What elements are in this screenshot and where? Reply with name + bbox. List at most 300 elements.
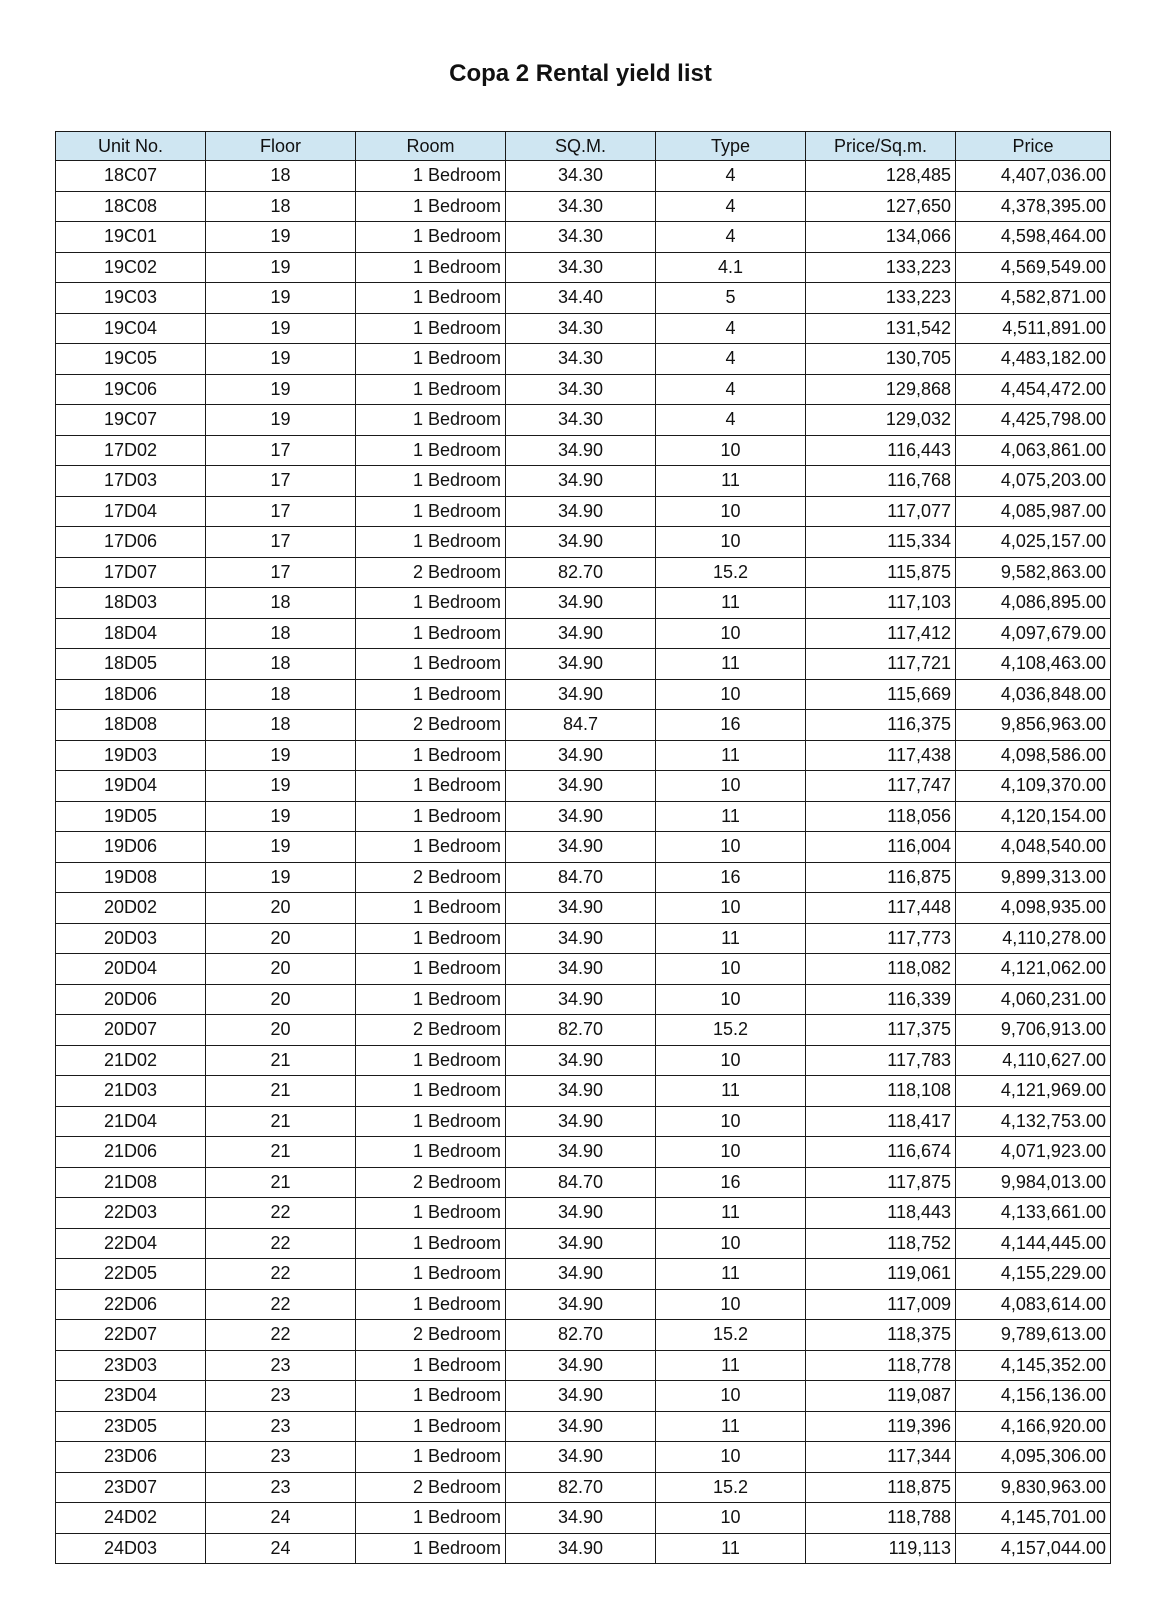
cell-unit-no: 18D04	[56, 618, 206, 649]
cell-type: 4	[656, 344, 806, 375]
cell-price: 4,098,586.00	[956, 740, 1111, 771]
cell-sqm: 82.70	[506, 557, 656, 588]
table-row	[56, 862, 1111, 893]
table-row	[56, 832, 1111, 863]
cell-sqm: 34.90	[506, 679, 656, 710]
cell-room: 1 Bedroom	[356, 1289, 506, 1320]
table-row	[56, 618, 1111, 649]
cell-price: 4,483,182.00	[956, 344, 1111, 375]
cell-room: 1 Bedroom	[356, 283, 506, 314]
cell-type: 10	[656, 618, 806, 649]
cell-unit-no: 21D02	[56, 1045, 206, 1076]
cell-unit-no: 19C05	[56, 344, 206, 375]
table-row	[56, 1259, 1111, 1290]
cell-sqm: 34.90	[506, 740, 656, 771]
cell-type: 10	[656, 1442, 806, 1473]
cell-sqm: 34.90	[506, 1045, 656, 1076]
cell-sqm: 84.7	[506, 710, 656, 741]
cell-type: 10	[656, 1503, 806, 1534]
cell-floor: 21	[206, 1045, 356, 1076]
cell-room: 1 Bedroom	[356, 466, 506, 497]
cell-price-per-sqm: 117,412	[806, 618, 956, 649]
table-row	[56, 283, 1111, 314]
cell-unit-no: 18C07	[56, 161, 206, 192]
cell-price: 4,110,627.00	[956, 1045, 1111, 1076]
cell-floor: 21	[206, 1106, 356, 1137]
table-row	[56, 923, 1111, 954]
cell-price: 4,157,044.00	[956, 1533, 1111, 1564]
cell-room: 2 Bedroom	[356, 557, 506, 588]
cell-unit-no: 20D03	[56, 923, 206, 954]
cell-floor: 19	[206, 801, 356, 832]
cell-unit-no: 20D02	[56, 893, 206, 924]
cell-floor: 18	[206, 161, 356, 192]
header-unit-no: Unit No.	[56, 132, 206, 161]
cell-unit-no: 18D05	[56, 649, 206, 680]
cell-floor: 17	[206, 466, 356, 497]
table-row	[56, 1045, 1111, 1076]
table-row	[56, 954, 1111, 985]
cell-price-per-sqm: 116,375	[806, 710, 956, 741]
table-row	[56, 1076, 1111, 1107]
cell-unit-no: 17D02	[56, 435, 206, 466]
cell-unit-no: 18D03	[56, 588, 206, 619]
cell-unit-no: 24D02	[56, 1503, 206, 1534]
cell-floor: 24	[206, 1503, 356, 1534]
cell-floor: 18	[206, 710, 356, 741]
cell-price: 4,085,987.00	[956, 496, 1111, 527]
table-row	[56, 1472, 1111, 1503]
cell-room: 1 Bedroom	[356, 1381, 506, 1412]
table-row	[56, 161, 1111, 192]
cell-unit-no: 24D03	[56, 1533, 206, 1564]
table-row	[56, 1198, 1111, 1229]
table-row	[56, 252, 1111, 283]
cell-type: 11	[656, 1411, 806, 1442]
cell-unit-no: 19D04	[56, 771, 206, 802]
cell-sqm: 82.70	[506, 1472, 656, 1503]
table-row	[56, 557, 1111, 588]
table-row	[56, 984, 1111, 1015]
cell-sqm: 34.90	[506, 1411, 656, 1442]
cell-sqm: 34.90	[506, 496, 656, 527]
cell-type: 10	[656, 1045, 806, 1076]
cell-type: 11	[656, 1198, 806, 1229]
cell-price-per-sqm: 117,103	[806, 588, 956, 619]
cell-sqm: 34.90	[506, 466, 656, 497]
cell-type: 11	[656, 740, 806, 771]
cell-type: 10	[656, 771, 806, 802]
cell-price: 4,121,969.00	[956, 1076, 1111, 1107]
cell-floor: 19	[206, 862, 356, 893]
cell-sqm: 34.90	[506, 1350, 656, 1381]
cell-unit-no: 19C03	[56, 283, 206, 314]
cell-floor: 22	[206, 1289, 356, 1320]
cell-type: 10	[656, 1289, 806, 1320]
cell-sqm: 34.90	[506, 527, 656, 558]
cell-price: 4,095,306.00	[956, 1442, 1111, 1473]
cell-type: 11	[656, 1533, 806, 1564]
cell-type: 10	[656, 893, 806, 924]
cell-unit-no: 17D04	[56, 496, 206, 527]
cell-type: 10	[656, 496, 806, 527]
cell-price: 9,899,313.00	[956, 862, 1111, 893]
cell-unit-no: 18D08	[56, 710, 206, 741]
cell-unit-no: 18D06	[56, 679, 206, 710]
cell-unit-no: 17D06	[56, 527, 206, 558]
cell-sqm: 34.30	[506, 252, 656, 283]
cell-price-per-sqm: 117,375	[806, 1015, 956, 1046]
cell-sqm: 34.90	[506, 984, 656, 1015]
cell-price-per-sqm: 118,108	[806, 1076, 956, 1107]
cell-price: 4,155,229.00	[956, 1259, 1111, 1290]
table-row	[56, 1381, 1111, 1412]
table-row	[56, 374, 1111, 405]
rental-yield-table	[55, 131, 1111, 1564]
cell-floor: 20	[206, 893, 356, 924]
cell-price-per-sqm: 115,669	[806, 679, 956, 710]
table-row	[56, 771, 1111, 802]
cell-type: 10	[656, 984, 806, 1015]
cell-price: 4,569,549.00	[956, 252, 1111, 283]
cell-type: 15.2	[656, 557, 806, 588]
cell-floor: 19	[206, 313, 356, 344]
table-row	[56, 1411, 1111, 1442]
cell-floor: 17	[206, 527, 356, 558]
cell-room: 1 Bedroom	[356, 1106, 506, 1137]
cell-floor: 18	[206, 588, 356, 619]
cell-floor: 17	[206, 557, 356, 588]
cell-floor: 19	[206, 374, 356, 405]
cell-room: 1 Bedroom	[356, 405, 506, 436]
cell-price: 4,378,395.00	[956, 191, 1111, 222]
cell-sqm: 34.90	[506, 649, 656, 680]
cell-floor: 20	[206, 954, 356, 985]
cell-price: 9,582,863.00	[956, 557, 1111, 588]
cell-price-per-sqm: 119,087	[806, 1381, 956, 1412]
cell-unit-no: 19C02	[56, 252, 206, 283]
cell-floor: 22	[206, 1320, 356, 1351]
cell-room: 2 Bedroom	[356, 710, 506, 741]
cell-price-per-sqm: 116,004	[806, 832, 956, 863]
cell-unit-no: 22D06	[56, 1289, 206, 1320]
cell-price-per-sqm: 129,032	[806, 405, 956, 436]
table-row	[56, 1503, 1111, 1534]
cell-type: 4	[656, 405, 806, 436]
cell-type: 4.1	[656, 252, 806, 283]
cell-unit-no: 19C07	[56, 405, 206, 436]
cell-type: 11	[656, 801, 806, 832]
cell-floor: 18	[206, 191, 356, 222]
cell-floor: 20	[206, 923, 356, 954]
cell-type: 4	[656, 222, 806, 253]
cell-price: 4,086,895.00	[956, 588, 1111, 619]
cell-room: 1 Bedroom	[356, 1228, 506, 1259]
cell-unit-no: 22D03	[56, 1198, 206, 1229]
cell-unit-no: 19D06	[56, 832, 206, 863]
cell-sqm: 34.90	[506, 1106, 656, 1137]
cell-sqm: 34.90	[506, 923, 656, 954]
cell-room: 1 Bedroom	[356, 1137, 506, 1168]
cell-floor: 22	[206, 1259, 356, 1290]
cell-price-per-sqm: 119,113	[806, 1533, 956, 1564]
table-header	[56, 132, 1111, 161]
cell-price: 4,025,157.00	[956, 527, 1111, 558]
table-row	[56, 313, 1111, 344]
cell-price: 4,166,920.00	[956, 1411, 1111, 1442]
cell-unit-no: 23D06	[56, 1442, 206, 1473]
cell-type: 11	[656, 1259, 806, 1290]
cell-price: 4,511,891.00	[956, 313, 1111, 344]
cell-price-per-sqm: 134,066	[806, 222, 956, 253]
cell-type: 11	[656, 1076, 806, 1107]
table-row	[56, 679, 1111, 710]
table-row	[56, 801, 1111, 832]
cell-type: 10	[656, 832, 806, 863]
cell-unit-no: 21D04	[56, 1106, 206, 1137]
table-row	[56, 588, 1111, 619]
cell-sqm: 34.30	[506, 344, 656, 375]
cell-floor: 24	[206, 1533, 356, 1564]
table-row	[56, 405, 1111, 436]
cell-price-per-sqm: 117,077	[806, 496, 956, 527]
cell-type: 15.2	[656, 1320, 806, 1351]
cell-type: 16	[656, 710, 806, 741]
cell-price-per-sqm: 118,417	[806, 1106, 956, 1137]
cell-price: 4,121,062.00	[956, 954, 1111, 985]
cell-type: 16	[656, 1167, 806, 1198]
cell-price: 4,071,923.00	[956, 1137, 1111, 1168]
cell-price: 4,110,278.00	[956, 923, 1111, 954]
cell-room: 1 Bedroom	[356, 771, 506, 802]
cell-price-per-sqm: 118,082	[806, 954, 956, 985]
cell-price-per-sqm: 117,344	[806, 1442, 956, 1473]
cell-sqm: 34.90	[506, 618, 656, 649]
cell-sqm: 34.30	[506, 405, 656, 436]
cell-price-per-sqm: 117,773	[806, 923, 956, 954]
cell-price-per-sqm: 116,674	[806, 1137, 956, 1168]
cell-price-per-sqm: 118,875	[806, 1472, 956, 1503]
cell-sqm: 82.70	[506, 1320, 656, 1351]
cell-type: 5	[656, 283, 806, 314]
cell-type: 10	[656, 527, 806, 558]
table-row	[56, 435, 1111, 466]
cell-price-per-sqm: 117,009	[806, 1289, 956, 1320]
cell-unit-no: 19D03	[56, 740, 206, 771]
cell-floor: 19	[206, 405, 356, 436]
cell-price-per-sqm: 133,223	[806, 283, 956, 314]
table-row	[56, 466, 1111, 497]
cell-type: 11	[656, 588, 806, 619]
cell-price: 9,830,963.00	[956, 1472, 1111, 1503]
cell-room: 1 Bedroom	[356, 1198, 506, 1229]
cell-room: 1 Bedroom	[356, 252, 506, 283]
cell-price: 4,060,231.00	[956, 984, 1111, 1015]
table-row	[56, 191, 1111, 222]
cell-room: 1 Bedroom	[356, 649, 506, 680]
cell-floor: 19	[206, 344, 356, 375]
cell-room: 2 Bedroom	[356, 1015, 506, 1046]
cell-sqm: 34.90	[506, 1533, 656, 1564]
cell-room: 1 Bedroom	[356, 984, 506, 1015]
cell-unit-no: 19D08	[56, 862, 206, 893]
cell-floor: 20	[206, 984, 356, 1015]
table-row	[56, 740, 1111, 771]
cell-sqm: 34.90	[506, 1198, 656, 1229]
cell-type: 10	[656, 679, 806, 710]
cell-type: 15.2	[656, 1472, 806, 1503]
cell-floor: 23	[206, 1350, 356, 1381]
cell-sqm: 34.90	[506, 832, 656, 863]
cell-sqm: 34.90	[506, 1289, 656, 1320]
table-row	[56, 1289, 1111, 1320]
cell-floor: 17	[206, 496, 356, 527]
cell-type: 10	[656, 1381, 806, 1412]
cell-price-per-sqm: 118,778	[806, 1350, 956, 1381]
table-row	[56, 1350, 1111, 1381]
cell-room: 1 Bedroom	[356, 496, 506, 527]
cell-unit-no: 21D06	[56, 1137, 206, 1168]
cell-floor: 21	[206, 1076, 356, 1107]
cell-room: 2 Bedroom	[356, 862, 506, 893]
cell-type: 11	[656, 466, 806, 497]
cell-price-per-sqm: 116,443	[806, 435, 956, 466]
cell-type: 10	[656, 1137, 806, 1168]
cell-unit-no: 20D06	[56, 984, 206, 1015]
header-price: Price	[956, 132, 1111, 161]
cell-floor: 17	[206, 435, 356, 466]
cell-sqm: 34.90	[506, 588, 656, 619]
cell-unit-no: 19C01	[56, 222, 206, 253]
cell-unit-no: 23D07	[56, 1472, 206, 1503]
cell-room: 1 Bedroom	[356, 374, 506, 405]
cell-room: 1 Bedroom	[356, 679, 506, 710]
cell-price: 9,706,913.00	[956, 1015, 1111, 1046]
cell-price-per-sqm: 116,875	[806, 862, 956, 893]
cell-price-per-sqm: 117,747	[806, 771, 956, 802]
cell-room: 2 Bedroom	[356, 1472, 506, 1503]
cell-unit-no: 22D04	[56, 1228, 206, 1259]
cell-sqm: 34.90	[506, 1381, 656, 1412]
cell-price: 4,048,540.00	[956, 832, 1111, 863]
table-row	[56, 222, 1111, 253]
cell-price-per-sqm: 116,339	[806, 984, 956, 1015]
cell-price-per-sqm: 131,542	[806, 313, 956, 344]
cell-sqm: 84.70	[506, 1167, 656, 1198]
cell-floor: 23	[206, 1472, 356, 1503]
table-row	[56, 710, 1111, 741]
cell-unit-no: 23D05	[56, 1411, 206, 1442]
cell-room: 1 Bedroom	[356, 1045, 506, 1076]
cell-price-per-sqm: 118,056	[806, 801, 956, 832]
cell-room: 1 Bedroom	[356, 832, 506, 863]
cell-type: 4	[656, 374, 806, 405]
cell-room: 1 Bedroom	[356, 527, 506, 558]
cell-price-per-sqm: 127,650	[806, 191, 956, 222]
cell-price-per-sqm: 119,396	[806, 1411, 956, 1442]
cell-type: 10	[656, 1106, 806, 1137]
cell-price-per-sqm: 116,768	[806, 466, 956, 497]
cell-sqm: 34.30	[506, 374, 656, 405]
cell-sqm: 34.90	[506, 1503, 656, 1534]
cell-floor: 22	[206, 1228, 356, 1259]
table-row	[56, 527, 1111, 558]
cell-sqm: 34.90	[506, 1228, 656, 1259]
table-row	[56, 1167, 1111, 1198]
cell-room: 1 Bedroom	[356, 344, 506, 375]
cell-floor: 23	[206, 1442, 356, 1473]
cell-price: 9,789,613.00	[956, 1320, 1111, 1351]
cell-price: 4,454,472.00	[956, 374, 1111, 405]
cell-price: 4,598,464.00	[956, 222, 1111, 253]
table-row	[56, 1320, 1111, 1351]
cell-unit-no: 19C04	[56, 313, 206, 344]
cell-room: 1 Bedroom	[356, 1533, 506, 1564]
cell-floor: 21	[206, 1137, 356, 1168]
cell-floor: 18	[206, 649, 356, 680]
cell-room: 1 Bedroom	[356, 588, 506, 619]
cell-type: 4	[656, 191, 806, 222]
cell-sqm: 34.30	[506, 222, 656, 253]
cell-price-per-sqm: 117,721	[806, 649, 956, 680]
cell-sqm: 34.90	[506, 1137, 656, 1168]
cell-sqm: 34.90	[506, 435, 656, 466]
cell-price: 4,108,463.00	[956, 649, 1111, 680]
cell-room: 1 Bedroom	[356, 1442, 506, 1473]
cell-type: 11	[656, 649, 806, 680]
cell-floor: 19	[206, 832, 356, 863]
cell-unit-no: 18C08	[56, 191, 206, 222]
cell-floor: 20	[206, 1015, 356, 1046]
cell-sqm: 34.90	[506, 1076, 656, 1107]
cell-room: 1 Bedroom	[356, 1411, 506, 1442]
cell-price: 9,856,963.00	[956, 710, 1111, 741]
cell-room: 1 Bedroom	[356, 1076, 506, 1107]
header-sqm: SQ.M.	[506, 132, 656, 161]
cell-room: 1 Bedroom	[356, 222, 506, 253]
cell-type: 4	[656, 313, 806, 344]
cell-price: 4,144,445.00	[956, 1228, 1111, 1259]
cell-type: 10	[656, 435, 806, 466]
cell-sqm: 34.90	[506, 771, 656, 802]
cell-price: 4,407,036.00	[956, 161, 1111, 192]
cell-price-per-sqm: 118,788	[806, 1503, 956, 1534]
table-row	[56, 496, 1111, 527]
cell-price: 4,075,203.00	[956, 466, 1111, 497]
cell-price-per-sqm: 118,752	[806, 1228, 956, 1259]
table-row	[56, 1533, 1111, 1564]
cell-price-per-sqm: 119,061	[806, 1259, 956, 1290]
cell-unit-no: 17D03	[56, 466, 206, 497]
cell-price: 4,083,614.00	[956, 1289, 1111, 1320]
cell-room: 1 Bedroom	[356, 618, 506, 649]
page-title: Copa 2 Rental yield list	[449, 60, 712, 87]
cell-floor: 23	[206, 1411, 356, 1442]
cell-price: 4,097,679.00	[956, 618, 1111, 649]
table-row	[56, 1137, 1111, 1168]
cell-room: 1 Bedroom	[356, 1350, 506, 1381]
cell-price: 4,132,753.00	[956, 1106, 1111, 1137]
cell-unit-no: 21D03	[56, 1076, 206, 1107]
cell-floor: 22	[206, 1198, 356, 1229]
header-price-per-sqm: Price/Sq.m.	[806, 132, 956, 161]
table-row	[56, 344, 1111, 375]
cell-sqm: 34.40	[506, 283, 656, 314]
cell-sqm: 34.30	[506, 161, 656, 192]
cell-unit-no: 17D07	[56, 557, 206, 588]
cell-room: 1 Bedroom	[356, 740, 506, 771]
header-room: Room	[356, 132, 506, 161]
